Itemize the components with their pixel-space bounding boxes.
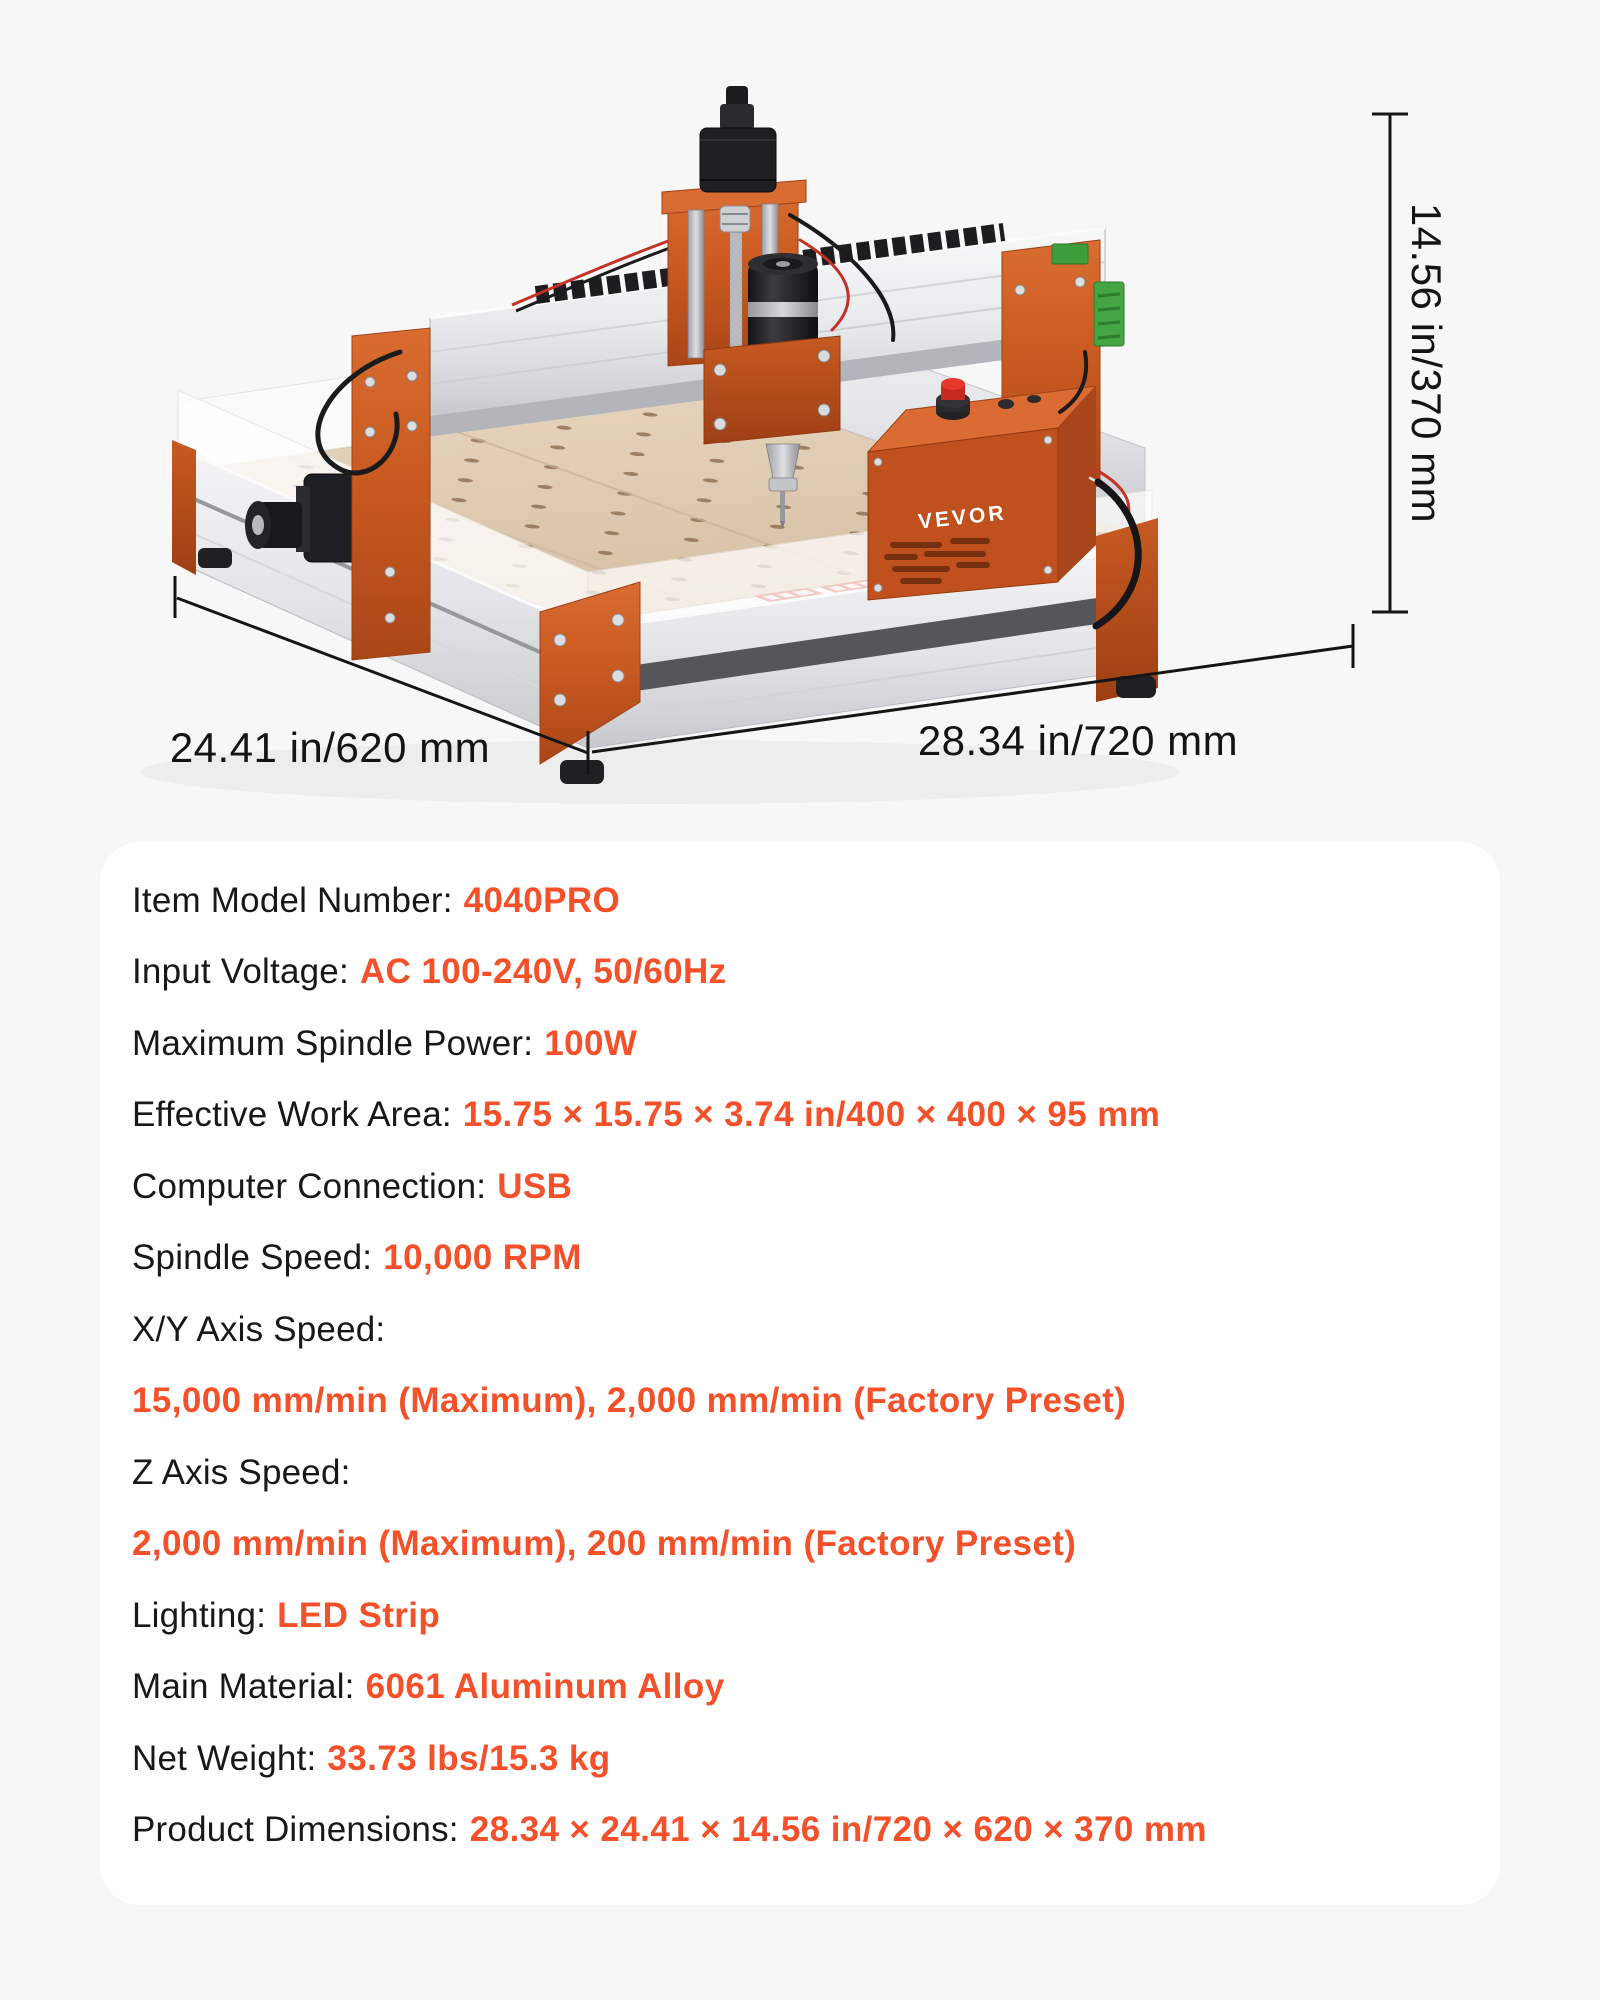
control-knob	[1027, 395, 1041, 403]
spec-row-label: Z Axis Speed:	[132, 1452, 351, 1492]
depth-dimension-label: 24.41 in/620 mm	[169, 724, 491, 771]
z-axis-stepper-motor	[700, 86, 776, 192]
spec-row-label: Main Material:	[132, 1667, 355, 1707]
spec-row-value: 6061 Aluminum Alloy	[365, 1667, 725, 1707]
spec-row-value: USB	[497, 1166, 573, 1206]
spec-row	[132, 1151, 1472, 1223]
spindle-clamp	[704, 336, 840, 444]
control-knob	[998, 399, 1014, 409]
left-gantry-column	[352, 328, 430, 660]
spec-row	[132, 865, 1472, 937]
machine-foot	[198, 548, 232, 568]
spec-row	[132, 937, 1472, 1009]
spec-row-value: 100W	[544, 1023, 638, 1063]
spec-row-value: 2,000 mm/min (Maximum), 200 mm/min (Factory Preset)	[132, 1524, 1077, 1564]
spec-row	[132, 1795, 1472, 1867]
spec-row-value: AC 100-240V, 50/60Hz	[359, 952, 727, 992]
spec-row-label: Maximum Spindle Power:	[132, 1023, 534, 1063]
spec-row-label: X/Y Axis Speed:	[132, 1309, 386, 1349]
spec-row-value: LED Strip	[277, 1595, 441, 1635]
driver-pcb	[1052, 244, 1088, 264]
spec-row-label: Computer Connection:	[132, 1166, 487, 1206]
spec-row-value: 33.73 lbs/15.3 kg	[327, 1738, 611, 1778]
spec-row	[132, 1223, 1472, 1295]
height-dimension-label: 14.56 in/370 mm	[1403, 202, 1450, 524]
spec-row	[132, 1294, 1472, 1366]
spec-row	[132, 1580, 1472, 1652]
z-linear-rail	[688, 210, 704, 358]
spec-row-label: Spindle Speed:	[132, 1238, 373, 1278]
spec-row-label: Effective Work Area:	[132, 1095, 452, 1135]
spec-row	[132, 1723, 1472, 1795]
spec-row	[132, 1509, 1472, 1581]
spec-row	[132, 1652, 1472, 1724]
left-end-bracket	[172, 440, 196, 575]
spec-row-label: Product Dimensions:	[132, 1810, 459, 1850]
spec-row-label: Input Voltage:	[132, 952, 349, 992]
shaft-coupler	[720, 206, 750, 232]
width-dimension-label: 28.34 in/720 mm	[917, 717, 1239, 764]
product-diagram	[0, 0, 1600, 830]
spec-card	[100, 842, 1500, 1905]
spec-row-value: 28.34 × 24.41 × 14.56 in/720 × 620 × 370 mm	[469, 1810, 1207, 1850]
spec-row-value: 10,000 RPM	[383, 1238, 582, 1278]
spec-row	[132, 1366, 1472, 1438]
spec-row-value: 4040PRO	[463, 880, 621, 920]
spec-row-value: 15,000 mm/min (Maximum), 2,000 mm/min (Factory Preset)	[132, 1381, 1127, 1421]
spec-row	[132, 1008, 1472, 1080]
emergency-stop-button	[936, 378, 970, 420]
spec-row-label: Lighting:	[132, 1595, 267, 1635]
spec-row	[132, 1437, 1472, 1509]
vevor-logo: VEVOR	[917, 501, 1008, 534]
spec-row-value: 15.75 × 15.75 × 3.74 in/400 × 400 × 95 mm	[462, 1095, 1161, 1135]
spec-row-label: Item Model Number:	[132, 880, 453, 920]
machine-photo	[169, 86, 1158, 784]
spec-row-label: Net Weight:	[132, 1738, 317, 1778]
spec-row	[132, 1080, 1472, 1152]
machine-foot	[560, 760, 604, 784]
